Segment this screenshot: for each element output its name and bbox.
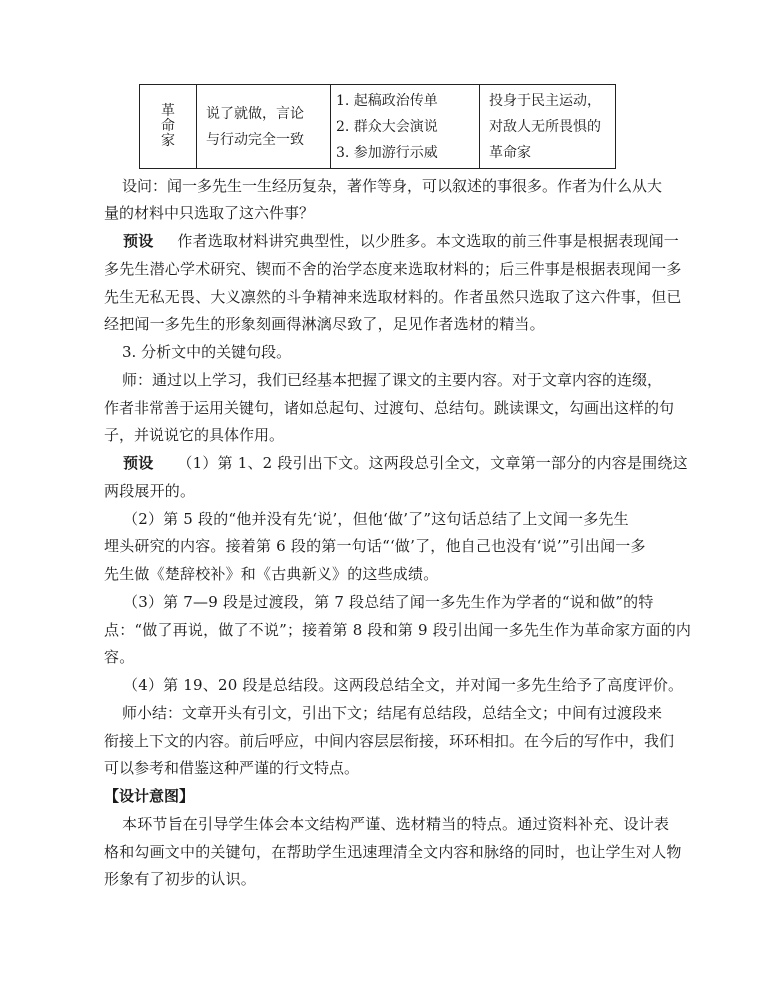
paragraph-line: （3）第 7—9 段是过渡段，第 7 段总结了闻一多先生作为学者的“说和做”的特 (123, 593, 654, 611)
table-cell-events (331, 85, 480, 169)
paragraph-line: 作者非常善于运用关键句，诸如总起句、过渡句、总结句。跳读课文，勾画出这样的句 (104, 399, 675, 417)
role-char: 革 (161, 103, 175, 119)
table-cell-role (140, 85, 197, 169)
preset-label: 预设 (123, 232, 154, 250)
paragraph-line: 经把闻一多先生的形象刻画得淋漓尽致了，足见作者选材的精当。 (104, 315, 545, 333)
paragraph-line: 量的材料中只选取了这六件事？ (104, 204, 315, 222)
paragraph-line: 子，并说说它的具体作用。 (104, 426, 285, 444)
paragraph-line: 多先生潜心学术研究、锲而不舍的治学态度来选取材料的；后三件事是根据表现闻一多 (104, 260, 682, 278)
paragraph-line: 师小结：文章开头有引文，引出下文；结尾有总结段，总结全文；中间有过渡段来 (122, 704, 663, 722)
cell-text-line: 对敌人无所畏惧的 (489, 118, 601, 135)
section-heading: 【设计意图】 (104, 787, 195, 805)
paragraph-line: 格和勾画文中的关键句，在帮助学生迅速理清全文内容和脉络的同时，也让学生对人物 (104, 843, 682, 861)
cell-text-line: 3. 参加游行示威 (336, 144, 438, 161)
paragraph-line: 设问：闻一多先生一生经历复杂，著作等身，可以叙述的事很多。作者为什么从大 (122, 177, 663, 195)
table-cell-summary (480, 85, 616, 169)
paragraph-line: 两段展开的。 (104, 482, 196, 500)
paragraph-line: 先生做《楚辞校补》和《古典新义》的这些成绩。 (104, 565, 439, 583)
paragraph-line: 先生无私无畏、大义凛然的斗争精神来选取材料的。作者虽然只选取了这六件事，但已 (104, 288, 682, 306)
preset-label: 预设 (123, 454, 154, 472)
paragraph-line: 点：“做了再说，做了不说”；接着第 8 段和第 9 段引出闻一多先生作为革命家方面的内 (104, 621, 692, 639)
paragraph-line: 预设 作者选取材料讲究典型性，以少胜多。本文选取的前三件事是根据表现闻一 (123, 232, 680, 250)
summary-table (139, 84, 616, 169)
role-char: 家 (161, 133, 175, 149)
role-char: 命 (161, 118, 175, 134)
paragraph-line: 师：通过以上学习，我们已经基本把握了课文的主要内容。对于文章内容的连缀， (122, 371, 663, 389)
paragraph-line: 形象有了初步的认识。 (104, 870, 257, 888)
paragraph-line: 容。 (104, 648, 135, 666)
paragraph-line: 埋头研究的内容。接着第 6 段的第一句话“‘做’了，他自己也没有‘说’”引出闻一多 (104, 537, 646, 555)
cell-text-line: 2. 群众大会演说 (336, 118, 438, 135)
cell-text-line: 说了就做，言论 (206, 105, 304, 122)
cell-text-line: 1. 起稿政治传单 (336, 92, 438, 109)
paragraph-line: （4）第 19、20 段是总结段。这两段总结全文，并对闻一多先生给予了高度评价。 (123, 676, 684, 694)
cell-text-line: 与行动完全一致 (206, 131, 304, 148)
paragraph-line: 3. 分析文中的关键句段。 (122, 343, 292, 361)
paragraph-line: （2）第 5 段的“他并没有先‘说’，但他‘做’了”这句话总结了上文闻一多先生 (123, 510, 629, 528)
cell-text-line: 投身于民主运动， (489, 92, 601, 109)
cell-text-line: 革命家 (489, 144, 531, 161)
paragraph-line: 衔接上下文的内容。前后呼应，中间内容层层衔接，环环相扣。在今后的写作中，我们 (104, 732, 675, 750)
table-row (140, 85, 616, 169)
paragraph-line: 可以参考和借鉴这种严谨的行文特点。 (104, 759, 360, 777)
table-cell-description (197, 85, 331, 169)
paragraph-line: 预设 （1）第 1、2 段引出下文。这两段总引全文，文章第一部分的内容是围绕这 (123, 454, 688, 472)
paragraph-line: 本环节旨在引导学生体会本文结构严谨、选材精当的特点。通过资料补充、设计表 (122, 815, 670, 833)
